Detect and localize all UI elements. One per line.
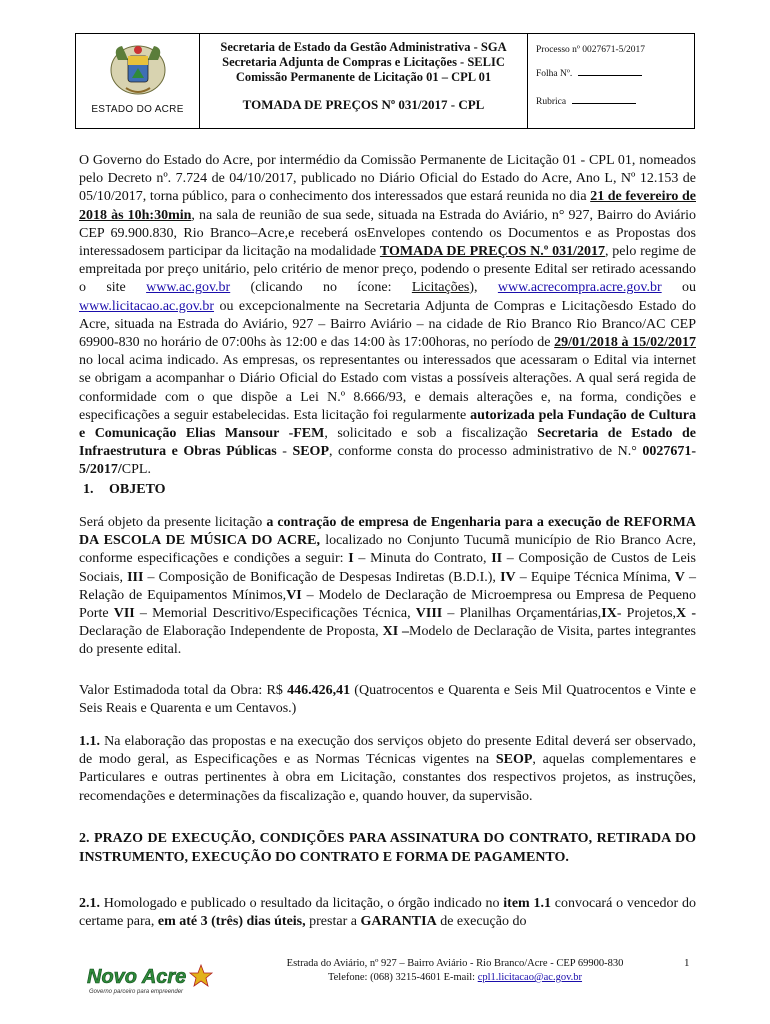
annex-number: VII: [113, 606, 135, 622]
coat-of-arms-icon: [108, 40, 168, 96]
header-line-3: Comissão Permanente de Licitação 01 – CPL 01: [235, 70, 492, 84]
section-1-title: OBJETO: [109, 482, 166, 497]
seop-name: Secretaria de Estado de Infraestrutura e Obras Públicas: [79, 426, 697, 460]
valor-text: Valor Estimadoda total da Obra: R$: [79, 683, 288, 698]
annex-number: VI: [286, 587, 302, 603]
intro-text: O Governo do Estado do Acre, por intermédio da Comissão Permanente de Licitação 01 - CPL 01, nomeados pelo Decreto nº. 7.724 de 04/10/2017, publicado no Diário Oficial do Estado do Acre, Ano L, Nº 12.153 de 05/10/2017, torna público, para o conhecimento dos interessados que estará reunida no dia: [79, 153, 696, 205]
header-table: [75, 33, 695, 129]
annex-number: VIII: [415, 606, 443, 622]
item-2-1-text: de execução do: [436, 914, 527, 930]
processo-number: Processo nº 0027671-5/2017: [536, 45, 646, 55]
intro-text: , na sala de reunião de sua sede, situada na Estrada do Aviário, n° 927, Bairro do Aviário CEP 69.900.830, Rio Branco–Acre,e receberá osEnvelopes contendo os Documentos e as Propostas dos interessadosem participar da licitação na modalidade: [79, 207, 697, 260]
section-1-number: 1.: [83, 482, 94, 497]
intro-text: , solicitado e sob a fiscalização: [324, 426, 538, 442]
processo-ref: 0027671-5/2017/: [79, 444, 696, 478]
page-number: 1: [684, 957, 690, 969]
item-ref: item 1.1: [503, 896, 551, 911]
footer-email-link[interactable]: cpl1.licitacao@ac.gov.br: [477, 972, 583, 983]
rubrica-blank: [572, 103, 636, 104]
intro-text: , pelo regime de empreitada por preço unitário, pelo critério de menor preço, podendo o presente Edital ser retirado acessando o site: [79, 244, 697, 296]
annex-text: – Modelo de Declaração de Microempresa ou Empresa de Pequeno Porte: [79, 587, 696, 622]
rubrica-label: Rubrica: [536, 97, 567, 107]
header-line-1: Secretaria de Estado da Gestão Administrativa - SGA: [220, 40, 507, 54]
periodo: 29/01/2018 à 15/02/2017: [554, 335, 696, 351]
item-1-1-text: Na elaboração das propostas e na execução dos serviços objeto do presente Edital deverá ser observado, de modo geral, as Especificações e as Normas Técnicas vigentes na: [79, 734, 696, 768]
footer-phone: Telefone: (068) 3215-4601 E-mail:: [327, 972, 478, 983]
item-2-1-text: convocará o vencedor do certame para,: [79, 896, 696, 930]
intro-text: -: [276, 444, 293, 460]
modalidade: TOMADA DE PREÇOS N.º 031/2017: [379, 244, 606, 260]
folha-field: [536, 68, 694, 80]
intro-text: no local acima indicado. As empresas, os representantes ou interessados que acessaram o Edital via internet se obrigam a acompanhar o Diário Oficial do Estado com vistas a possíveis alterações. A qual será regida de conformidade com o que dispõe a Lei N.º 8.666/93, e demais alterações e, na forma, condições e especificações a seguir estabelecidas. Esta licitação foi regularmente: [79, 353, 696, 423]
seop-abbr: SEOP: [292, 444, 330, 460]
annex-number: IV: [500, 569, 516, 585]
annex-text: – Minuta do Contrato,: [353, 551, 492, 567]
valor-text: (Quatrocentos e Quarenta e Seis Mil Quatrocentos e Vinte e Seis Reais e Quarenta e um Centavos.): [79, 683, 696, 717]
valor-amount: 446.426,41: [287, 683, 351, 698]
licitacoes-icon-label: Licitações: [411, 280, 470, 296]
footer-contact: [230, 971, 680, 985]
objeto-text: localizado no Conjunto Tucumã município de Rio Branco Acre, conforme especificações e condições a seguir:: [79, 533, 696, 567]
annex-text: - Projetos,: [616, 606, 677, 622]
annex-number: III: [127, 569, 144, 585]
item-2-1-paragraph: [79, 895, 696, 931]
footer-address: Estrada do Aviário, nº 927 – Bairro Aviário - Rio Branco/Acre - CEP 69900-830: [286, 958, 624, 969]
objeto-paragraph: [79, 514, 696, 660]
header-line-2: Secretaria Adjunta de Compras e Licitações - SELIC: [222, 55, 505, 69]
novo-acre-logo-icon: [85, 959, 215, 997]
section-2-heading: 2. PRAZO DE EXECUÇÃO, CONDIÇÕES PARA ASSINATURA DO CONTRATO, RETIRADA DO INSTRUMENTO, EXECUÇÃO DO CONTRATO E FORMA DE PAGAMENTO.: [79, 831, 696, 865]
objeto-text: Será objeto da presente licitação: [79, 515, 267, 530]
state-name: ESTADO DO ACRE: [91, 104, 184, 115]
objeto-description: a contração de empresa de Engenharia para a execução de REFORMA DA ESCOLA DE MÚSICA DO ACRE,: [79, 515, 697, 549]
folha-blank: [578, 75, 642, 76]
prazo: em até 3 (três) dias úteis,: [157, 914, 306, 930]
item-2-1-text: Homologado e publicado o resultado da licitação, o órgão indicado no: [100, 896, 504, 911]
annex-text: – Relação de Equipamentos Mínimos,: [79, 569, 696, 603]
annex-number: II: [491, 551, 503, 567]
item-2-1-number: 2.1.: [79, 896, 100, 911]
annex-number: X -: [676, 606, 696, 622]
item-1-1-number: 1.1.: [79, 734, 100, 749]
item-1-1-seop: SEOP: [495, 752, 533, 768]
link-ac-gov[interactable]: www.ac.gov.br: [146, 280, 231, 296]
item-1-1-text: , aquelas complementares e Particulares e outras pertinentes à obra em Licitação, constantes dos respectivos projetos, as instruções, recomendações e determinações da fiscalização e, quando houver, da supervisão.: [79, 752, 696, 804]
autorizada: autorizada pela Fundação de Cultura e Comunicação Elias Mansour -FEM: [79, 407, 697, 442]
intro-text: , conforme consta do processo administrativo de N.°: [329, 444, 643, 460]
meeting-date: 21 de fevereiro de 2018 às 10h:30min: [79, 189, 696, 223]
annex-text: – Memorial Descritivo/Especificações Técnica,: [134, 606, 416, 622]
intro-text: CPL.: [121, 462, 151, 478]
annex-number: IX: [601, 606, 617, 622]
page-footer: [0, 953, 770, 1013]
link-acrecompra[interactable]: www.acrecompra.acre.gov.br: [497, 280, 662, 296]
annex-number: V: [674, 569, 685, 585]
item-1-1-paragraph: [79, 733, 696, 806]
document-title: TOMADA DE PREÇOS Nº 031/2017 - CPL: [242, 97, 485, 112]
intro-text: ),: [469, 280, 498, 296]
annex-text: Declaração de Elaboração Independente de Proposta,: [79, 624, 383, 640]
annex-text: – Composição de Bonificação de Despesas Indiretas (B.D.I.),: [143, 569, 501, 585]
footer-text: [230, 957, 680, 985]
annex-text: – Composição de Custos de Leis Sociais,: [79, 551, 696, 585]
header-logo-cell: [76, 34, 200, 128]
annex-text: – Planilhas Orçamentárias,: [442, 606, 602, 622]
rubrica-field: [536, 96, 694, 108]
link-licitacao[interactable]: www.licitacao.ac.gov.br: [79, 298, 215, 314]
section-1-heading: [79, 482, 166, 498]
annex-number: I: [348, 551, 354, 567]
logo-tagline: Governo parceiro para empreender: [89, 989, 184, 995]
intro-text: ou: [661, 280, 696, 296]
header-title-cell: [200, 34, 528, 128]
intro-paragraph: [79, 152, 696, 480]
valor-paragraph: [79, 682, 696, 718]
item-2-1-text: prestar a: [305, 914, 361, 930]
logo-wordmark: Novo Acre: [87, 966, 187, 988]
intro-text: ou excepcionalmente na Secretaria Adjunta de Compras e Licitaçõesdo Estado do Acre, situada na Estrada do Aviário, 927 – Bairro Aviário – na cidade de Rio Branco Rio Branco/AC CEP 69900-830 no horário de 07:00hs às 12:00 e das 14:00 às 17:00horas, no período de: [79, 298, 696, 351]
garantia: GARANTIA: [360, 914, 437, 930]
header-meta-cell: [528, 34, 694, 128]
annex-text: – Equipe Técnica Mínima,: [515, 569, 675, 585]
annex-text: Modelo de Declaração de Visita, partes integrantes do presente edital.: [79, 624, 696, 658]
folha-label: Folha Nº.: [536, 69, 573, 79]
annex-number: XI –: [382, 624, 410, 640]
intro-text: (clicando no ícone:: [230, 280, 412, 296]
